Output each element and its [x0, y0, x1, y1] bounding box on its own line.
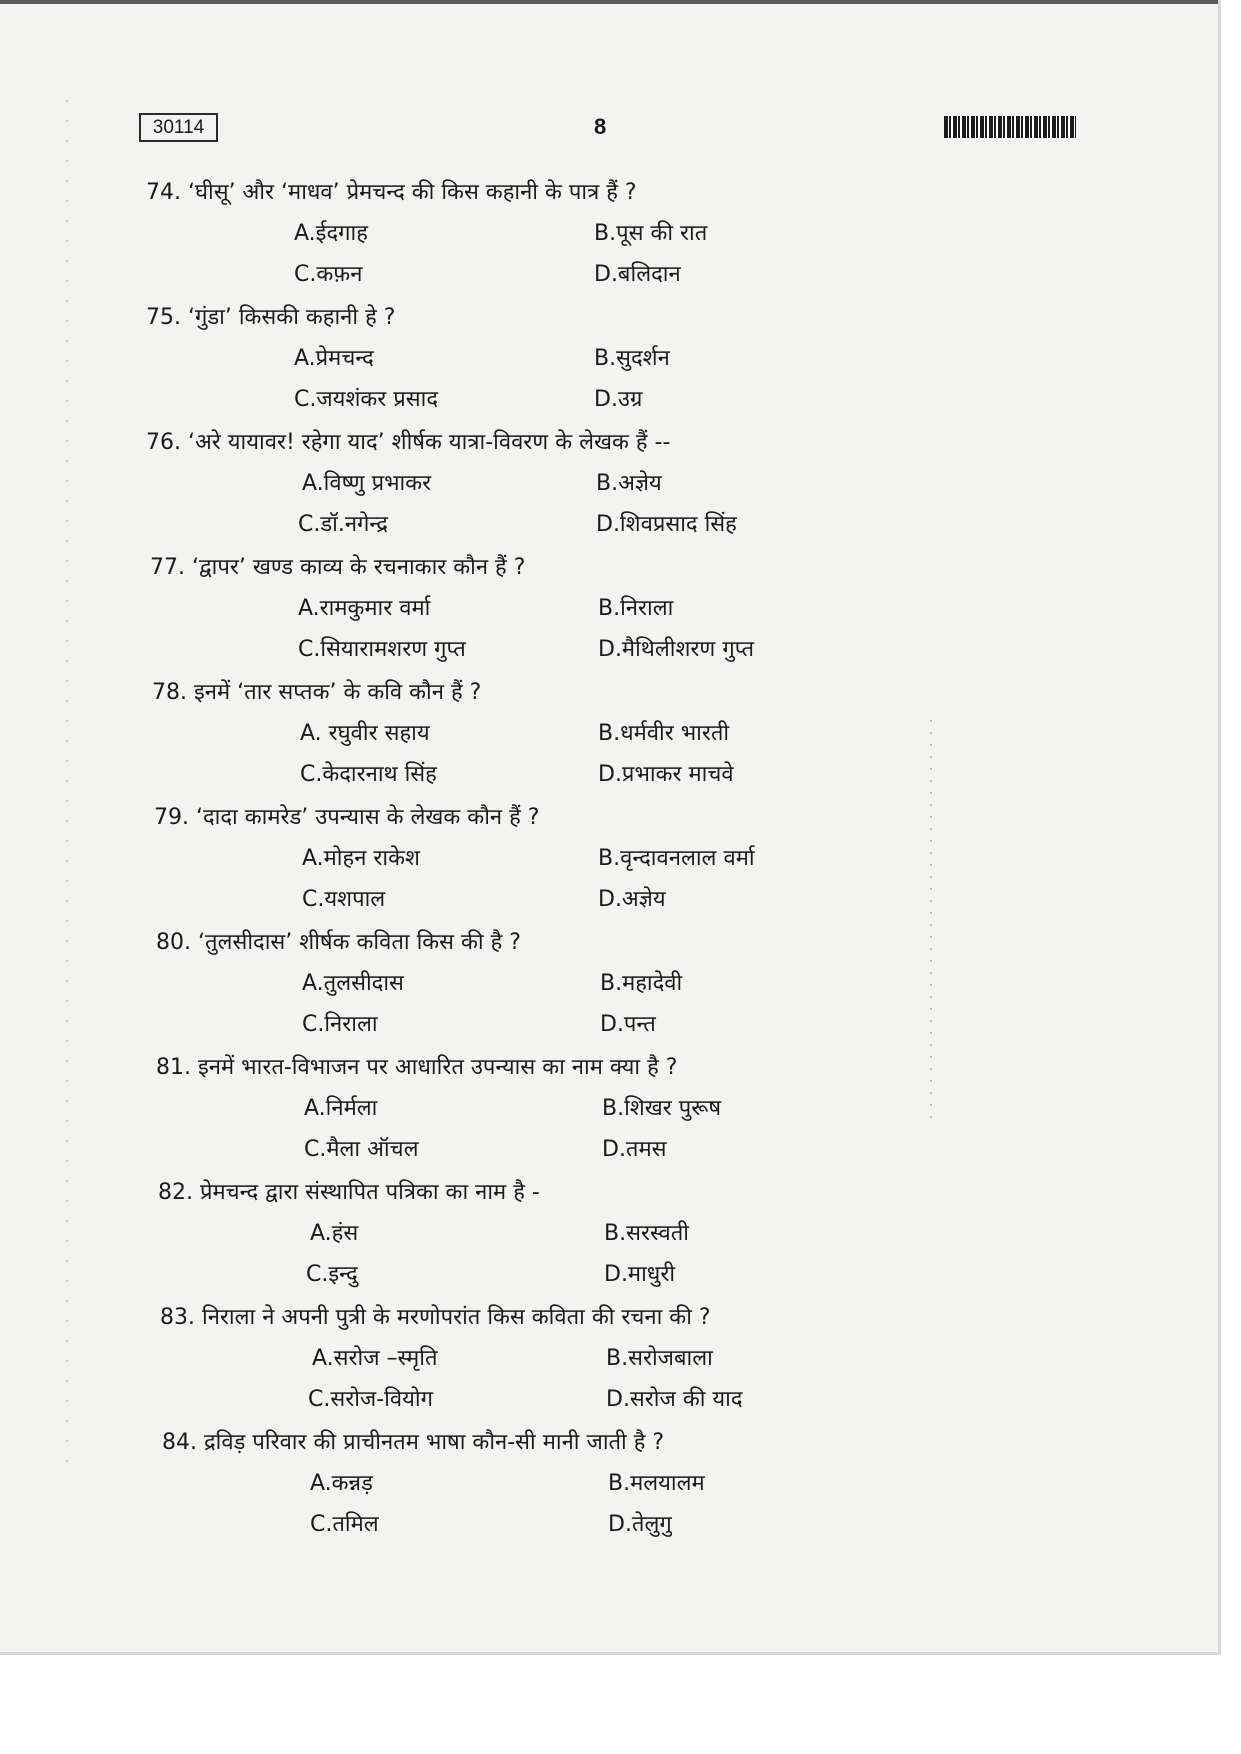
- question-number: 81.: [156, 1055, 191, 1080]
- question-82: [158, 1178, 540, 1208]
- option-b: B.शिखर पुरूष: [602, 1096, 722, 1121]
- option-b: B.सरोजबाला: [606, 1346, 713, 1371]
- option-b: B.पूस की रात: [594, 221, 708, 246]
- option-b: B.मलयालम: [608, 1471, 705, 1496]
- option-d: D.सरोज की याद: [606, 1387, 743, 1412]
- question-number: 79.: [154, 805, 189, 830]
- question-text: द्रविड़ परिवार की प्राचीनतम भाषा कौन-सी मानी जाती है ?: [204, 1430, 665, 1455]
- option-c: C.इन्दु: [306, 1262, 358, 1287]
- option-b: B.अज्ञेय: [596, 471, 662, 496]
- question-number: 83.: [160, 1305, 195, 1330]
- option-c: C.तमिल: [310, 1512, 379, 1537]
- question-78: [152, 678, 481, 708]
- question-text: इनमें ‘तार सप्तक’ के कवि कौन हैं ?: [194, 680, 482, 705]
- option-a: A.सरोज –स्मृति: [312, 1346, 438, 1371]
- option-a: A.निर्मला: [304, 1096, 378, 1121]
- option-c: C.यशपाल: [302, 887, 386, 912]
- option-d: D.उग्र: [594, 387, 643, 412]
- scan-bottom-margin: [0, 1655, 1241, 1754]
- page-number: 8: [594, 114, 607, 139]
- bleed-through-dots: [930, 720, 932, 1120]
- question-77: [150, 553, 525, 583]
- question-75: [146, 303, 395, 333]
- question-text: निराला ने अपनी पुत्री के मरणोपरांत किस कविता की रचना की ?: [202, 1305, 711, 1330]
- option-c: C.जयशंकर प्रसाद: [294, 387, 439, 412]
- option-a: A.विष्णु प्रभाकर: [302, 471, 432, 496]
- option-a: A.ईदगाह: [294, 221, 368, 246]
- question-number: 82.: [158, 1180, 193, 1205]
- option-c: C.कफ़न: [294, 262, 363, 287]
- option-d: D.पन्त: [600, 1012, 656, 1037]
- paper-code-box: 30114: [139, 113, 218, 142]
- option-a: A. रघुवीर सहाय: [300, 721, 430, 746]
- option-d: D.अज्ञेय: [598, 887, 666, 912]
- option-d: D.बलिदान: [594, 262, 681, 287]
- option-d: D.प्रभाकर माचवे: [598, 762, 734, 787]
- option-a: A.हंस: [310, 1221, 359, 1246]
- barcode: [944, 116, 1076, 138]
- option-c: C.सियारामशरण गुप्त: [298, 637, 466, 662]
- option-c: C.सरोज-वियोग: [308, 1387, 433, 1412]
- option-b: B.वृन्दावनलाल वर्मा: [598, 846, 755, 871]
- question-74: [146, 178, 637, 208]
- option-a: A.तुलसीदास: [302, 971, 404, 996]
- option-c: C.डॉ.नगेन्द्र: [298, 512, 388, 537]
- question-text: ‘द्वापर’ खण्ड काव्य के रचनाकार कौन हैं ?: [192, 555, 526, 580]
- option-d: D.शिवप्रसाद सिंह: [596, 512, 737, 537]
- option-c: C.केदारनाथ सिंह: [300, 762, 437, 787]
- question-text: ‘गुंडा’ किसकी कहानी हे ?: [188, 305, 396, 330]
- question-text: इनमें भारत-विभाजन पर आधारित उपन्यास का नाम क्या है ?: [198, 1055, 678, 1080]
- question-text: ‘दादा कामरेड’ उपन्यास के लेखक कौन हैं ?: [196, 805, 540, 830]
- question-79: [154, 803, 539, 833]
- option-d: D.तमस: [602, 1137, 667, 1162]
- question-number: 76.: [146, 430, 181, 455]
- question-number: 84.: [162, 1430, 197, 1455]
- option-a: A.मोहन राकेश: [302, 846, 420, 871]
- question-text: ‘अरे यायावर! रहेगा याद’ शीर्षक यात्रा-विवरण के लेखक हैं --: [188, 430, 671, 455]
- question-83: [160, 1303, 711, 1333]
- question-76: [146, 428, 670, 458]
- option-b: B.निराला: [598, 596, 674, 621]
- question-text: ‘घीसू’ और ‘माधव’ प्रेमचन्द की किस कहानी के पात्र हैं ?: [188, 180, 637, 205]
- option-a: A.रामकुमार वर्मा: [298, 596, 431, 621]
- option-c: C.निराला: [302, 1012, 378, 1037]
- question-number: 80.: [156, 930, 191, 955]
- option-b: B.महादेवी: [600, 971, 683, 996]
- margin-dots: [66, 100, 68, 1480]
- question-80: [156, 928, 521, 958]
- question-81: [156, 1053, 677, 1083]
- question-number: 75.: [146, 305, 181, 330]
- option-b: B.धर्मवीर भारती: [598, 721, 730, 746]
- option-c: C.मैला ऑचल: [304, 1137, 419, 1162]
- question-number: 77.: [150, 555, 185, 580]
- question-text: प्रेमचन्द द्वारा संस्थापित पत्रिका का नाम है -: [200, 1180, 540, 1205]
- question-84: [162, 1428, 664, 1458]
- question-number: 74.: [146, 180, 181, 205]
- question-text: ‘तुलसीदास’ शीर्षक कविता किस की है ?: [198, 930, 521, 955]
- option-a: A.प्रेमचन्द: [294, 346, 374, 371]
- option-d: D.माधुरी: [604, 1262, 676, 1287]
- option-b: B.सरस्वती: [604, 1221, 689, 1246]
- option-d: D.तेलुगु: [608, 1512, 672, 1537]
- option-b: B.सुदर्शन: [594, 346, 670, 371]
- option-d: D.मैथिलीशरण गुप्त: [598, 637, 755, 662]
- scan-top-edge: [0, 0, 1218, 4]
- option-a: A.कन्नड़: [310, 1471, 373, 1496]
- question-number: 78.: [152, 680, 187, 705]
